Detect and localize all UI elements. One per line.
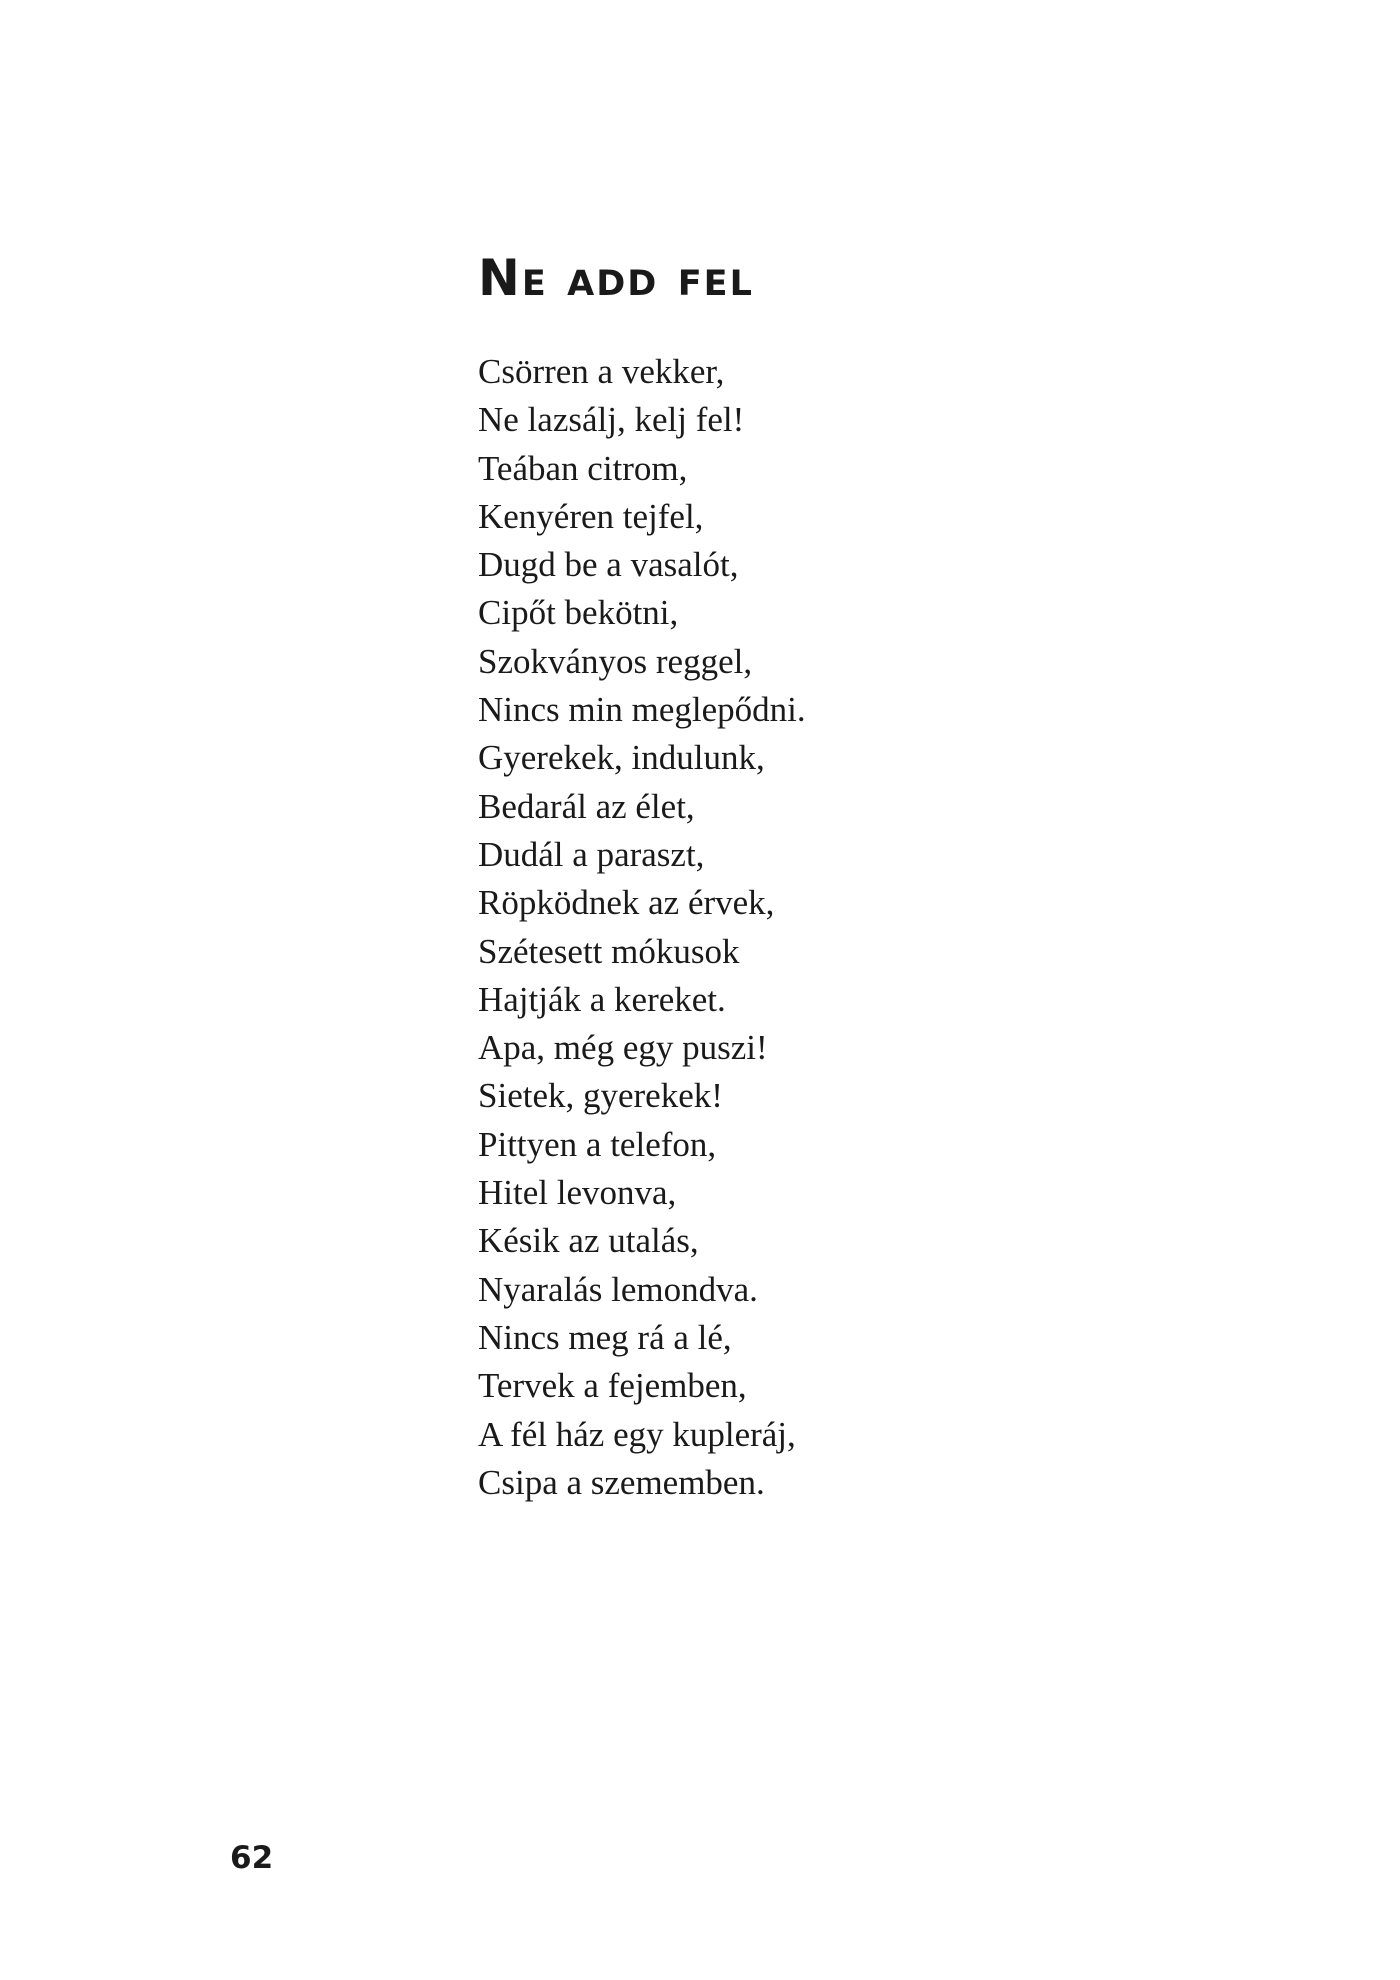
poem-line: Nincs min meglepődni.: [478, 690, 806, 730]
poem-line: Dugd be a vasalót,: [478, 545, 739, 585]
poem-line: Nincs meg rá a lé,: [478, 1317, 732, 1357]
poem-lines: [478, 348, 1178, 1507]
poem-line: Apa, még egy puszi!: [478, 1028, 768, 1068]
poem-line: Szétesett mókusok: [478, 931, 740, 971]
poem-line: Csipa a szememben.: [478, 1462, 765, 1502]
poem-line: Gyerekek, indulunk,: [478, 738, 765, 778]
poem-line: Késik az utalás,: [478, 1221, 699, 1261]
poem-line: Szokványos reggel,: [478, 641, 753, 681]
poem-line: Pittyen a telefon,: [478, 1124, 717, 1164]
page-number: 62: [230, 1840, 274, 1876]
poem-line: Dudál a paraszt,: [478, 834, 705, 874]
poem-line: Teában citrom,: [478, 448, 688, 488]
poem-line: Kenyéren tejfel,: [478, 496, 704, 536]
poem-line: Ne lazsálj, kelj fel!: [478, 400, 745, 440]
poem-line: Csörren a vekker,: [478, 352, 725, 391]
poem-line: Hitel levonva,: [478, 1173, 677, 1213]
poem-line: Nyaralás lemondva.: [478, 1269, 758, 1309]
poem-line: Tervek a fejemben,: [478, 1366, 747, 1406]
poem-line: Hajtják a kereket.: [478, 979, 726, 1019]
poem-line: Sietek, gyerekek!: [478, 1076, 723, 1116]
poem-line: Röpködnek az érvek,: [478, 883, 775, 923]
poem-line: A fél ház egy kupleráj,: [478, 1414, 796, 1454]
poem-line: Cipőt bekötni,: [478, 593, 679, 633]
poem: [478, 248, 1178, 1507]
poem-title: Ne add fel: [478, 249, 754, 307]
poem-line: Bedarál az élet,: [478, 786, 695, 826]
